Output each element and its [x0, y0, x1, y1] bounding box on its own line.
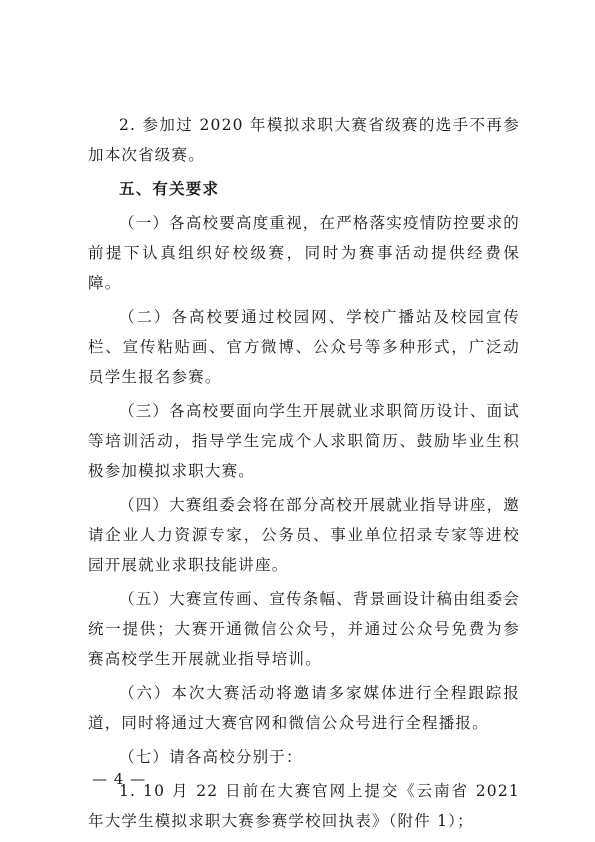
- paragraph-requirement-3: （三）各高校要面向学生开展就业求职简历设计、面试等培训活动，指导学生完成个人求职简历、鼓励毕业生积极参加模拟求职大赛。: [88, 402, 520, 480]
- document-body: [88, 110, 520, 840]
- paragraph-previous-participants: 2. 参加过 2020 年模拟求职大赛省级赛的选手不再参加本次省级赛。: [88, 116, 520, 164]
- paragraph-submission-item-1: 1. 10 月 22 日前在大赛官网上提交《云南省 2021 年大学生模拟求职大赛参赛学校回执表》（附件 1）；: [88, 782, 520, 830]
- section-heading-requirements: 五、有关要求: [119, 180, 220, 198]
- paragraph-requirement-4: （四）大赛组委会将在部分高校开展就业指导讲座，邀请企业人力资源专家，公务员、事业单位招录专家等进校园开展就业求职技能讲座。: [88, 496, 520, 574]
- paragraph-requirement-1: （一）各高校要高度重视，在严格落实疫情防控要求的前提下认真组织好校级赛，同时为赛事活动提供经费保障。: [88, 214, 520, 292]
- paragraph-requirement-6: （六）本次大赛活动将邀请多家媒体进行全程跟踪报道，同时将通过大赛官网和微信公众号进行全程播报。: [88, 684, 520, 732]
- page-number: — 4 —: [92, 770, 147, 788]
- paragraph-requirement-7: （七）请各高校分别于：: [119, 748, 303, 766]
- paragraph-requirement-2: （二）各高校要通过校园网、学校广播站及校园宣传栏、宣传粘贴画、官方微博、公众号等多种形式，广泛动员学生报名参赛。: [88, 308, 520, 386]
- paragraph-requirement-5: （五）大赛宣传画、宣传条幅、背景画设计稿由组委会统一提供；大赛开通微信公众号，并通过公众号免费为参赛高校学生开展就业指导培训。: [88, 590, 520, 668]
